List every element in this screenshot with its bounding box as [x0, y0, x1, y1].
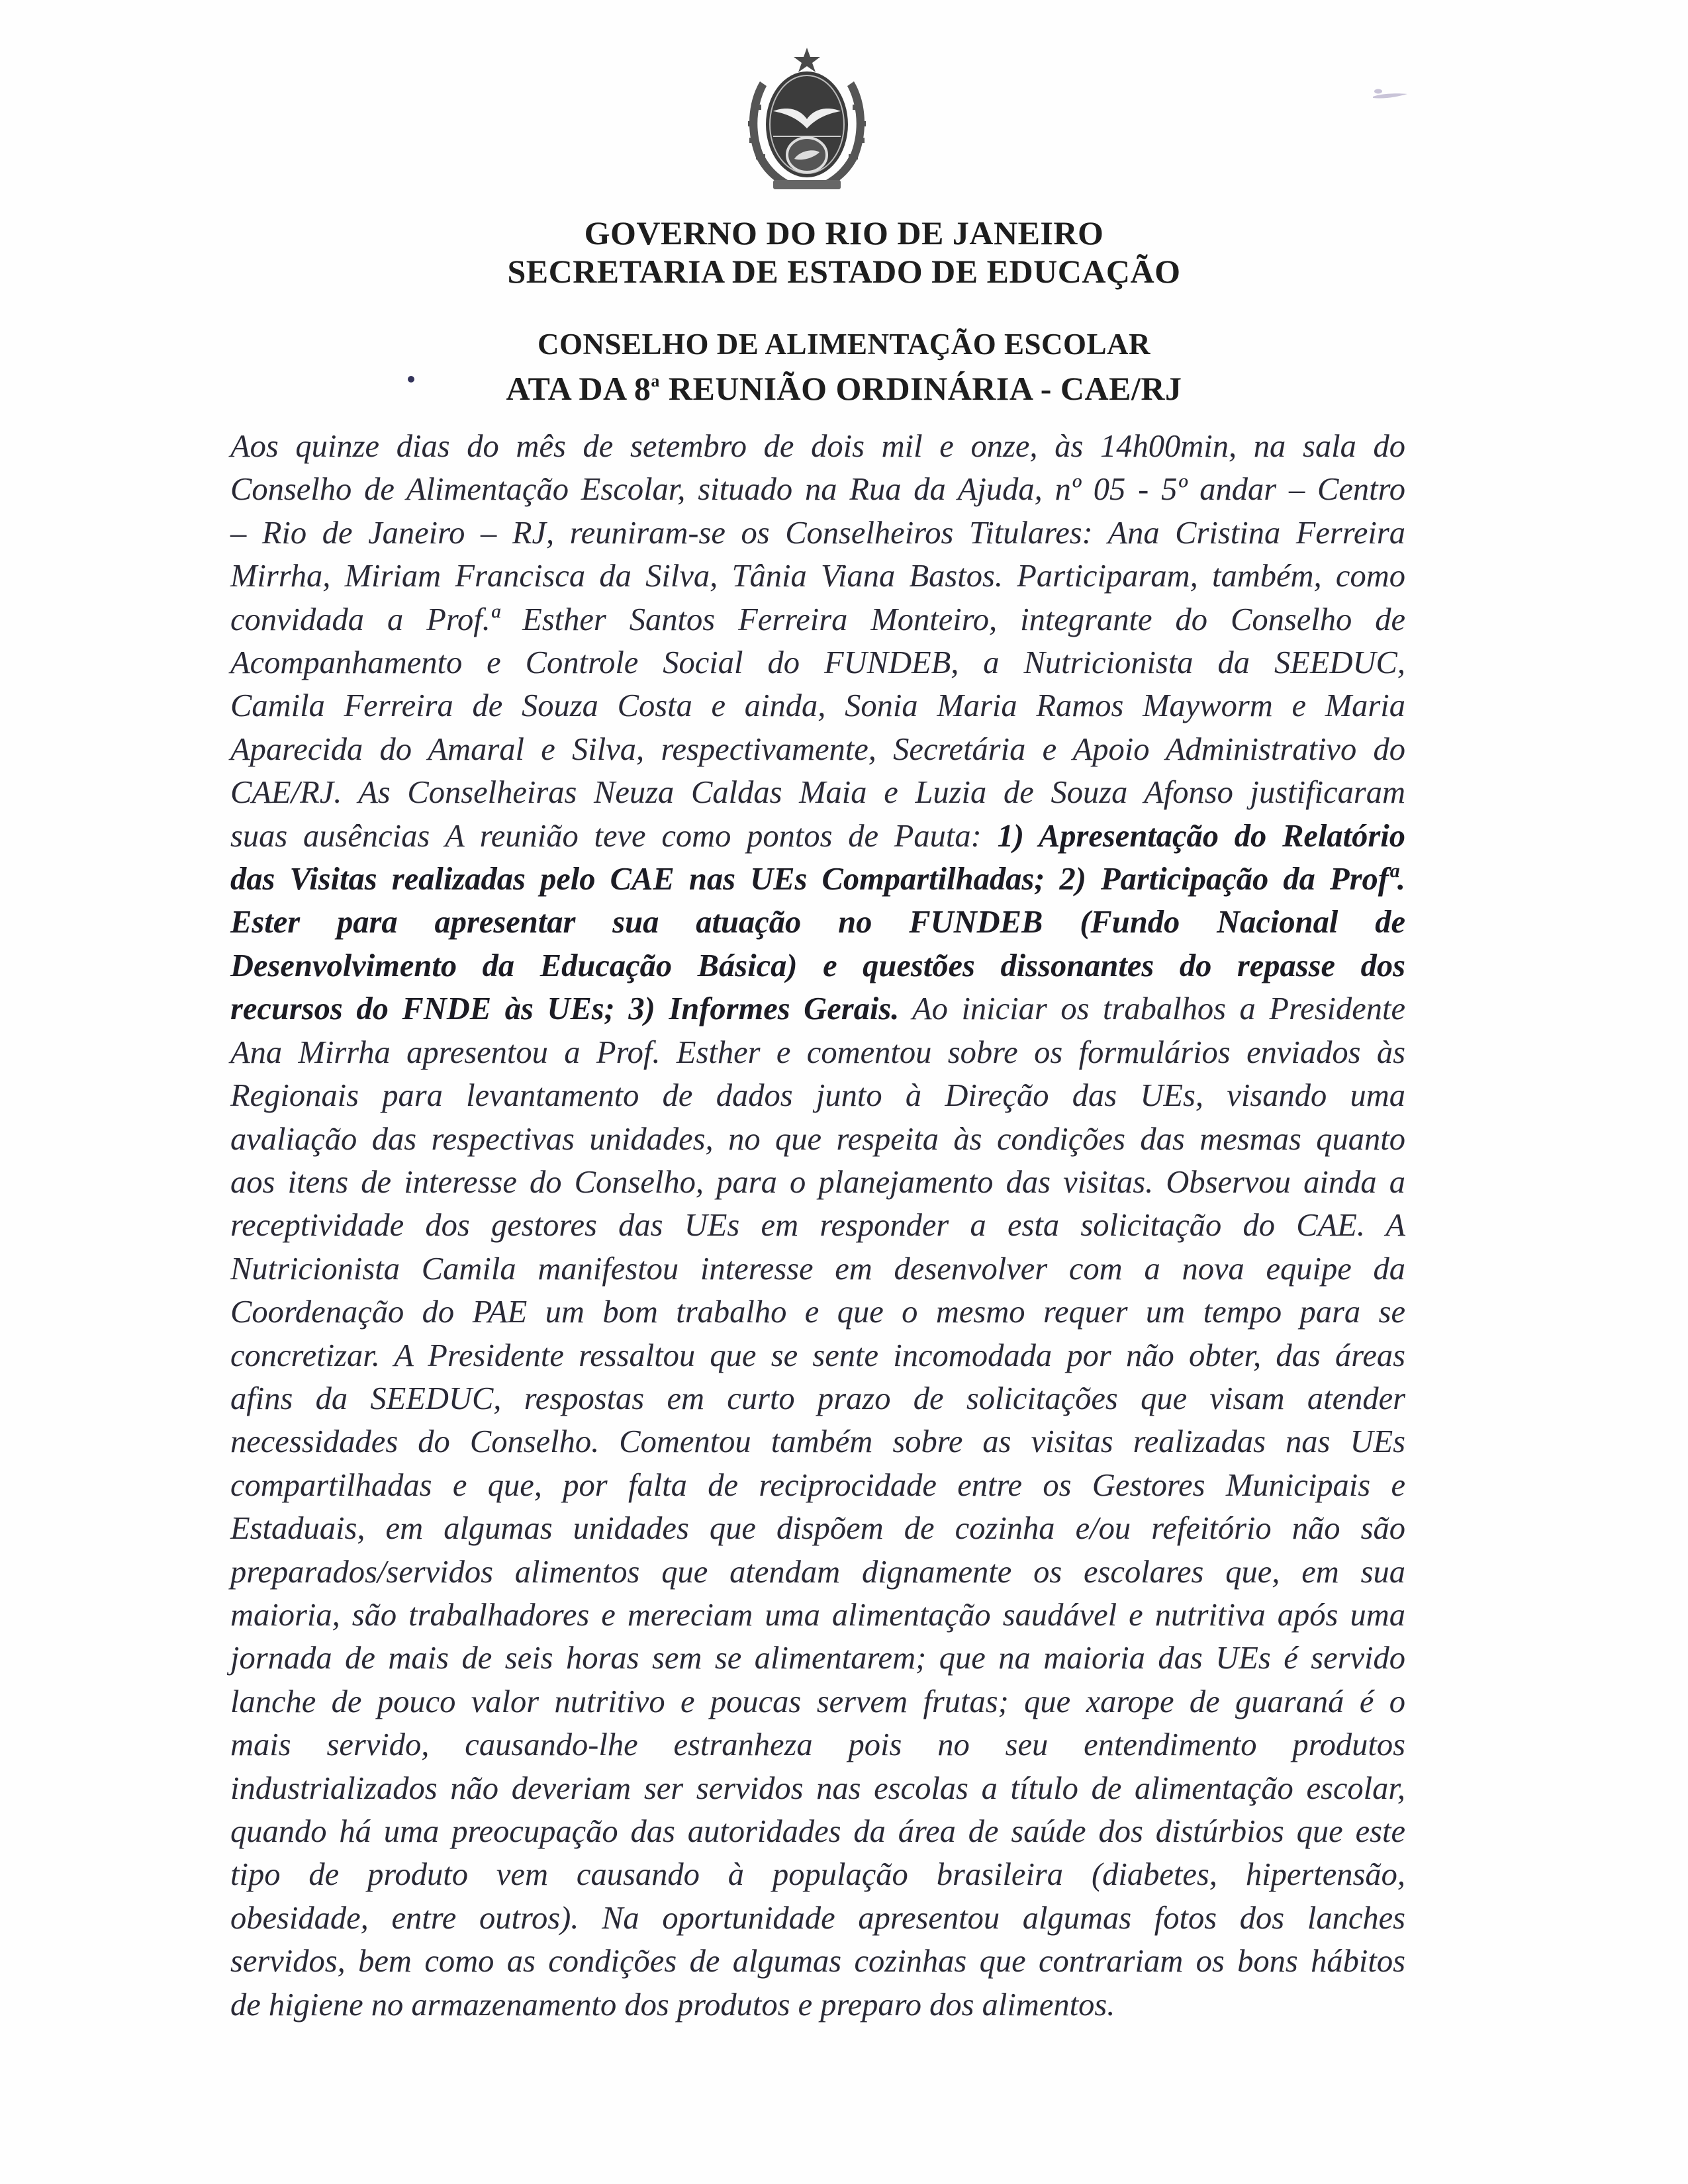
body-text-segment: necessidades do Conselho. Comentou também sobre as visitas realizadas nas UEs	[230, 1424, 1405, 1460]
body-text-segment: Aparecida do Amaral e Silva, respectivamente, Secretária e Apoio Administrativo do	[230, 731, 1405, 767]
body-line	[230, 1377, 1405, 1420]
body-text-segment: CAE/RJ. As Conselheiras Neuza Caldas Maia e Luzia de Souza Afonso justificaram	[230, 775, 1405, 811]
body-text-segment: concretizar. A Presidente ressaltou que se sente incomodada por não obter, das áreas	[230, 1338, 1405, 1373]
body-line	[230, 684, 1405, 727]
state-coat-of-arms-icon	[733, 45, 880, 196]
body-line	[230, 1680, 1405, 1723]
body-line	[230, 815, 1405, 858]
body-line	[230, 555, 1405, 598]
body-text-segment: tipo de produto vem causando à população brasileira (diabetes, hipertensão,	[230, 1857, 1405, 1893]
body-text-segment: Aos quinze dias do mês de setembro de dois mil e onze, às 14h00min, na sala do	[230, 429, 1405, 464]
body-text-segment: de higiene no armazenamento dos produtos e preparo dos alimentos.	[230, 1987, 1115, 2023]
header-council: CONSELHO DE ALIMENTAÇÃO ESCOLAR	[537, 328, 1151, 361]
body-text-segment: convidada a Prof.ª Esther Santos Ferreira Monteiro, integrante do Conselho de	[230, 602, 1405, 637]
body-line	[230, 1897, 1405, 1940]
body-line	[230, 771, 1405, 814]
body-line	[230, 1940, 1405, 1983]
body-line	[230, 1204, 1405, 1247]
body-line	[230, 1118, 1405, 1161]
body-text-segment: Ana Mirrha apresentou a Prof. Esther e comentou sobre os formulários enviados às	[230, 1034, 1405, 1070]
body-line	[230, 598, 1405, 641]
body-text-segment: avaliação das respectivas unidades, no que respeita às condições das mesmas quanto	[230, 1121, 1405, 1157]
body-text-segment: jornada de mais de seis horas sem se alimentarem; que na maioria das UEs é servido	[230, 1641, 1405, 1676]
agenda-bold-text: Ester para apresentar sua atuação no FUNDEB (Fundo Nacional de	[230, 905, 1405, 940]
body-line	[230, 1420, 1405, 1463]
body-text-segment: mais servido, causando-lhe estranheza pois no seu entendimento produtos	[230, 1727, 1405, 1763]
body-line	[230, 858, 1405, 901]
body-text-segment: Ao iniciar os trabalhos a Presidente	[899, 991, 1405, 1027]
body-line	[230, 1031, 1405, 1074]
body-line	[230, 425, 1405, 468]
body-text-segment: obesidade, entre outros). Na oportunidade apresentou algumas fotos dos lanches	[230, 1900, 1405, 1936]
body-line	[230, 468, 1405, 511]
body-line	[230, 1248, 1405, 1291]
body-text-segment: Conselho de Alimentação Escolar, situado na Rua da Ajuda, nº 05 - 5º andar – Centro	[230, 472, 1405, 508]
body-line	[230, 1334, 1405, 1377]
body-text-segment: compartilhadas e que, por falta de reciprocidade entre os Gestores Municipais e	[230, 1467, 1405, 1503]
body-text-segment: Camila Ferreira de Souza Costa e ainda, Sonia Maria Ramos Mayworm e Maria	[230, 688, 1405, 724]
agenda-bold-text: recursos do FNDE às UEs; 3) Informes Gerais.	[230, 991, 900, 1027]
body-line	[230, 1637, 1405, 1680]
body-line	[230, 1767, 1405, 1810]
body-text-segment: – Rio de Janeiro – RJ, reuniram-se os Conselheiros Titulares: Ana Cristina Ferreira	[230, 515, 1405, 551]
body-text-segment: Regionais para levantamento de dados junto à Direção das UEs, visando uma	[230, 1078, 1405, 1114]
body-text-segment: quando há uma preocupação das autoridades da área de saúde dos distúrbios que este	[230, 1814, 1405, 1849]
body-line	[230, 944, 1405, 987]
body-text-segment: receptividade dos gestores das UEs em responder a esta solicitação do CAE. A	[230, 1208, 1405, 1244]
body-text-segment: servidos, bem como as condições de algumas cozinhas que contrariam os bons hábitos	[230, 1944, 1405, 1979]
body-line	[230, 1810, 1405, 1853]
title-prefix: ATA DA 8	[506, 370, 651, 407]
body-line	[230, 1853, 1405, 1896]
minutes-body	[230, 425, 1405, 2026]
header-secretariat: SECRETARIA DE ESTADO DE EDUCAÇÃO	[507, 253, 1181, 290]
body-text-segment: preparados/servidos alimentos que atendam dignamente os escolares que, em sua	[230, 1554, 1405, 1590]
body-line	[230, 901, 1405, 944]
agenda-bold-text: 1) Apresentação do Relatório	[997, 818, 1405, 854]
body-text-segment: suas ausências A reunião teve como pontos de Pauta:	[230, 818, 998, 854]
body-line	[230, 728, 1405, 771]
document-title	[0, 361, 1688, 408]
body-line	[230, 1594, 1405, 1637]
body-line	[230, 1983, 1405, 2026]
agenda-bold-text: das Visitas realizadas pelo CAE nas UEs Compartilhadas; 2) Participação da Profª.	[230, 862, 1405, 897]
body-text-segment: Mirrha, Miriam Francisca da Silva, Tânia Viana Bastos. Participaram, também, como	[230, 559, 1405, 594]
body-text-segment: maioria, são trabalhadores e mereciam uma alimentação saudável e nutritiva após uma	[230, 1597, 1405, 1633]
title-suffix: REUNIÃO ORDINÁRIA - CAE/RJ	[659, 370, 1182, 407]
body-line	[230, 1074, 1405, 1117]
body-line	[230, 1464, 1405, 1507]
body-line	[230, 1723, 1405, 1766]
ink-smudge-mark	[1372, 89, 1409, 99]
body-text-segment: lanche de pouco valor nutritivo e poucas servem frutas; que xarope de guaraná é o	[230, 1684, 1405, 1719]
body-text-segment: Acompanhamento e Controle Social do FUNDEB, a Nutricionista da SEEDUC,	[230, 645, 1405, 681]
header-government: GOVERNO DO RIO DE JANEIRO	[584, 214, 1104, 251]
body-text-segment: Coordenação do PAE um bom trabalho e que o mesmo requer um tempo para se	[230, 1295, 1405, 1330]
body-text-segment: aos itens de interesse do Conselho, para o planejamento das visitas. Observou ainda a	[230, 1164, 1405, 1200]
body-line	[230, 1551, 1405, 1594]
body-text-segment: Estaduais, em algumas unidades que dispõem de cozinha e/ou refeitório não são	[230, 1511, 1405, 1547]
agenda-bold-text: Desenvolvimento da Educação Básica) e questões dissonantes do repasse dos	[230, 948, 1405, 983]
body-line	[230, 512, 1405, 555]
body-line	[230, 987, 1405, 1030]
body-line	[230, 1507, 1405, 1550]
title-ordinal-sup: a	[651, 371, 660, 390]
body-text-segment: industrializados não deveriam ser servidos nas escolas a título de alimentação escolar,	[230, 1770, 1405, 1806]
body-text-segment: afins da SEEDUC, respostas em curto prazo de solicitações que visam atender	[230, 1381, 1405, 1416]
body-line	[230, 1291, 1405, 1334]
body-text-segment: Nutricionista Camila manifestou interesse em desenvolver com a nova equipe da	[230, 1251, 1405, 1287]
body-line	[230, 1161, 1405, 1204]
body-line	[230, 641, 1405, 684]
